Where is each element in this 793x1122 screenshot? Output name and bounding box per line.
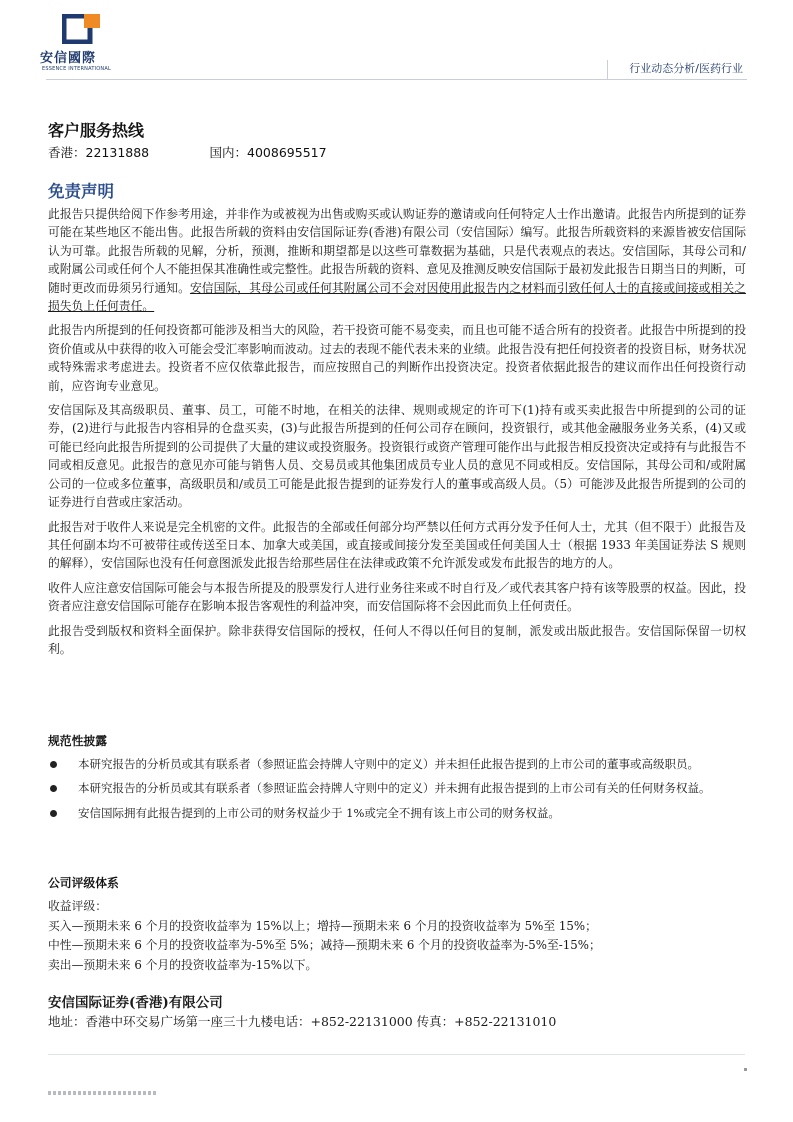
rating-label: 收益评级： xyxy=(48,899,107,913)
disclosure-item xyxy=(48,804,746,822)
disclaimer-paragraph-2: 此报告内所提到的任何投资都可能涉及相当大的风险，若干投资可能不易变卖，而且也可能不适合所有的投资者。此报告中所提到的投资价值或从中获得的收入可能会受汇率影响而波动。过去的表现不能代表未来的业绩。此报告没有把任何投资者的投资目标，财务状况或特殊需求考虑进去。投资者不应仅依靠此报告，而应按照自己的判断作出投资决定。投资者依据此报告的建议而作出任何投资行动前，应咨询专业意见。 xyxy=(48,323,746,393)
bullet-icon xyxy=(50,785,57,792)
footer-mark xyxy=(744,1068,747,1071)
company-address: 地址：香港中环交易广场第一座三十九楼电话：+852-22131000 传真：+852-22131010 xyxy=(48,1014,557,1029)
disclaimer-paragraph-3: 安信国际及其高级职员、董事、员工，可能不时地，在相关的法律、规则或规定的许可下(1)持有或买卖此报告中所提到的公司的证券，(2)进行与此报告内容相异的仓盘买卖，(3)与此报告所提到的任何公司存在顾问，投资银行，或其他金融服务业务关系，(4)又或可能已经向此报告所提到的公司提供了大量的建议或投资服务。投资银行或资产管理可能作出与此报告相反投资决定或持有与此报告不同或相反意见。此报告的意见亦可能与销售人员、交易员或其他集团成员专业人员的意见不同或相反。安信国际，其母公司和/或附属公司的一位或多位董事，高级职员和/或员工可能是此报告提到的证券发行人的董事或高级人员。（5）可能涉及此报告所提到的公司的证券进行自营或庄家活动。 xyxy=(48,403,746,510)
rating-line-2: 中性—预期未来 6 个月的投资收益率为-5%至 5%；减持—预期未来 6 个月的投资收益率为-5%至-15%； xyxy=(48,938,601,952)
logo-subtitle: ESSENCE INTERNATIONAL xyxy=(42,66,111,72)
header-rule xyxy=(46,79,747,80)
disclosure-item-text: 本研究报告的分析员或其有联系者（参照证监会持牌人守则中的定义）并未担任此报告提到的上市公司的董事或高级职员。 xyxy=(78,757,699,771)
company-logo xyxy=(40,14,130,74)
logo-mark-icon xyxy=(62,14,102,44)
disclosure-item xyxy=(48,755,746,773)
bullet-icon xyxy=(50,761,57,768)
disclaimer-body xyxy=(48,205,746,664)
report-category: 行业动态分析/医药行业 xyxy=(629,62,743,75)
disclaimer-title: 免责声明 xyxy=(48,182,114,201)
disclaimer-p1-text: 此报告只提供给阅下作参考用途，并非作为或被视为出售或购买或认购证券的邀请或向任何特定人士作出邀请。此报告内所提到的证券可能在某些地区不能出售。此报告所载的资料由安信国际证券(香港)有限公司（安信国际）编写。此报告所载资料的来源皆被安信国际认为可靠。此报告所载的见解，分析，预测，推断和期望都是以这些可靠数据为基础，只是代表观点的表达。安信国际，其母公司和/或附属公司或任何个人不能担保其准确性或完整性。此报告所载的资料、意见及推测反映安信国际于最初发此报告日期当日的判断，可随时更改而毋须另行通知。 xyxy=(48,207,746,295)
disclosure-item-text: 本研究报告的分析员或其有联系者（参照证监会持牌人守则中的定义）并未拥有此报告提到的上市公司有关的任何财务权益。 xyxy=(78,781,711,796)
cn-number: 4008695517 xyxy=(247,145,327,160)
disclosure-title: 规范性披露 xyxy=(48,734,107,748)
hotline-title: 客户服务热线 xyxy=(48,121,145,140)
rating-block xyxy=(48,897,746,975)
disclaimer-paragraph-6: 此报告受到版权和资料全面保护。除非获得安信国际的授权，任何人不得以任何目的复制，派发或出版此报告。安信国际保留一切权利。 xyxy=(48,623,746,656)
rating-line-1: 买入—预期未来 6 个月的投资收益率为 15%以上；增持—预期未来 6 个月的投资收益率为 5%至 15%； xyxy=(48,918,597,933)
disclosure-item xyxy=(48,779,746,797)
cn-label: 国内： xyxy=(209,145,248,160)
disclaimer-paragraph-1 xyxy=(48,205,746,315)
header-divider-tick xyxy=(607,60,608,80)
logo-text: 安信國際 xyxy=(40,51,97,66)
disclaimer-paragraph-4: 此报告对于收件人来说是完全机密的文件。此报告的全部或任何部分均严禁以任何方式再分发予任何人士，尤其（但不限于）此报告及其任何副本均不可被带往或传送至日本、加拿大或美国，或直接或间接分发至美国或任何美国人士（根据 1933 年美国证券法 S 规则的解释），安信国际也没有任何意图派发此报告给那些居住在法律或政策不允许派发或发布此报告的地方的人。 xyxy=(48,519,746,571)
disclosure-item-text: 安信国际拥有此报告提到的上市公司的财务权益少于 1%或完全不拥有该上市公司的财务权益。 xyxy=(78,805,560,820)
disclaimer-p1-underlined: 安信国际，其母公司或任何其附属公司不会对因使用此报告内之材料而引致任何人士的直接或间接或相关之损失负上任何责任。 xyxy=(48,280,746,314)
footer-rule xyxy=(48,1054,745,1055)
company-name: 安信国际证券(香港)有限公司 xyxy=(48,995,223,1011)
disclaimer-paragraph-5: 收件人应注意安信国际可能会与本报告所提及的股票发行人进行业务往来或不时自行及／或代表其客户持有该等股票的权益。因此，投资者应注意安信国际可能存在影响本报告客观性的利益冲突，而安信国际将不会因此而负上任何责任。 xyxy=(48,580,746,614)
disclosure-list xyxy=(48,755,746,828)
hk-number: 22131888 xyxy=(85,145,150,160)
bullet-icon xyxy=(50,810,57,817)
rating-title: 公司评级体系 xyxy=(48,876,119,890)
footer-faint-text xyxy=(48,1091,158,1095)
hotline-row xyxy=(48,143,327,161)
rating-line-3: 卖出—预期未来 6 个月的投资收益率为-15%以下。 xyxy=(48,957,318,972)
hk-label: 香港： xyxy=(48,145,86,160)
